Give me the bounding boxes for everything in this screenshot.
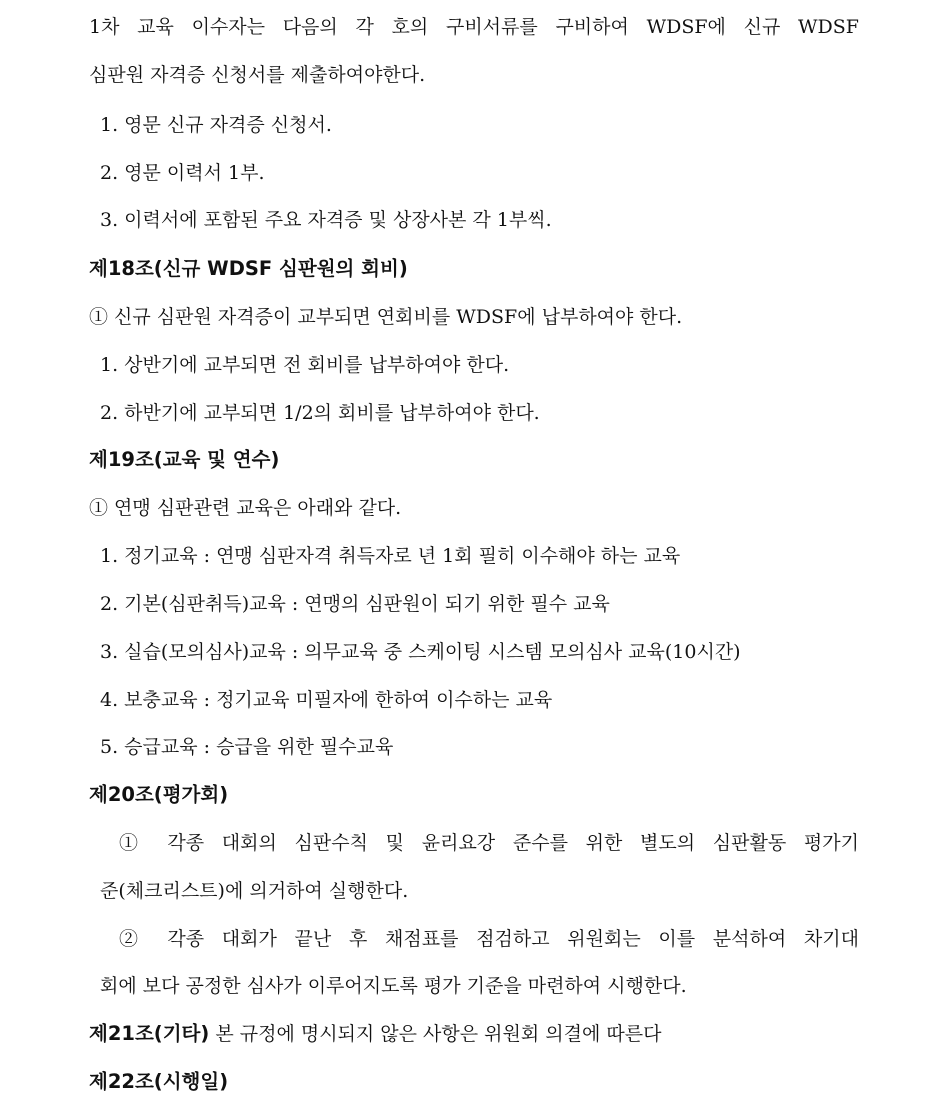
- article-19-item-1: 1. 정기교육 : 연맹 심판자격 취득자로 년 1회 필히 이수해야 하는 교육: [100, 545, 681, 567]
- article-21-text: 본 규정에 명시되지 않은 사항은 위원회 의결에 따른다: [209, 1023, 662, 1045]
- article-18-title: 제18조(신규 WDSF 심판원의 회비): [89, 257, 408, 280]
- article-19-clause: ① 연맹 심판관련 교육은 아래와 같다.: [89, 497, 402, 519]
- intro-line-1: 1차 교육 이수자는 다음의 각 호의 구비서류를 구비하여 WDSF에 신규 WDSF: [89, 16, 859, 38]
- article-20-title: 제20조(평가회): [89, 783, 229, 806]
- article-19-item-3: 3. 실습(모의심사)교육 : 의무교육 중 스케이팅 시스템 모의심사 교육(10시간): [100, 641, 741, 663]
- article-18-clause: ① 신규 심판원 자격증이 교부되면 연회비를 WDSF에 납부하여야 한다.: [89, 306, 683, 328]
- article-21-title: 제21조(기타): [89, 1022, 210, 1045]
- article-21: [89, 1020, 950, 1048]
- article-18-item-2: 2. 하반기에 교부되면 1/2의 회비를 납부하여야 한다.: [100, 402, 540, 424]
- article-19-item-2: 2. 기본(심판취득)교육 : 연맹의 심판원이 되기 위한 필수 교육: [100, 593, 610, 615]
- required-doc-3: 3. 이력서에 포함된 주요 자격증 및 상장사본 각 1부씩.: [100, 209, 552, 231]
- article-20-clause-1-line-1: ① 각종 대회의 심판수칙 및 윤리요강 준수를 위한 별도의 심판활동 평가기: [119, 832, 859, 854]
- article-19-item-5: 5. 승급교육 : 승급을 위한 필수교육: [100, 736, 394, 758]
- article-18-item-1: 1. 상반기에 교부되면 전 회비를 납부하여야 한다.: [100, 354, 510, 376]
- article-19-title: 제19조(교육 및 연수): [89, 448, 280, 471]
- required-doc-1: 1. 영문 신규 자격증 신청서.: [100, 114, 332, 136]
- article-19-item-4: 4. 보충교육 : 정기교육 미필자에 한하여 이수하는 교육: [100, 689, 553, 711]
- required-doc-2: 2. 영문 이력서 1부.: [100, 162, 265, 184]
- article-20-clause-2-line-2: 회에 보다 공정한 심사가 이루어지도록 평가 기준을 마련하여 시행한다.: [100, 975, 687, 997]
- article-22-title: 제22조(시행일): [89, 1070, 229, 1093]
- intro-line-2: 심판원 자격증 신청서를 제출하여야한다.: [89, 64, 426, 86]
- article-20-clause-2-line-1: ② 각종 대회가 끝난 후 채점표를 점검하고 위원회는 이를 분석하여 차기대: [119, 928, 859, 950]
- article-20-clause-1-line-2: 준(체크리스트)에 의거하여 실행한다.: [100, 880, 409, 902]
